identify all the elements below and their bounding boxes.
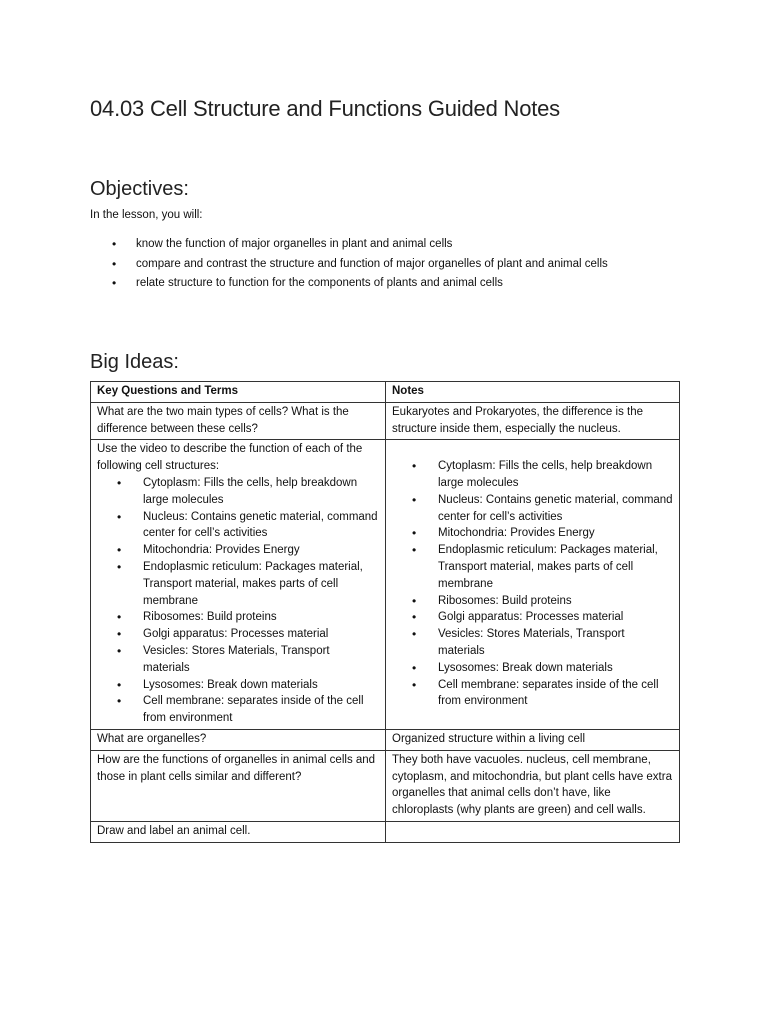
table-row [91, 821, 680, 842]
list-item: • Nucleus: Contains genetic material, command center for cell’s activities [392, 492, 673, 526]
objective-item: • compare and contrast the structure and function of major organelles of plant and animal cells [112, 255, 608, 275]
answer-cell: Organized structure within a living cell [386, 729, 680, 750]
question-cell [91, 440, 386, 730]
table-row [91, 440, 680, 730]
column-header-notes: Notes [386, 382, 680, 403]
list-item: • Vesicles: Stores Materials, Transport materials [97, 643, 379, 677]
answer-cell: Eukaryotes and Prokaryotes, the difference is the structure inside them, especially the nucleus. [386, 402, 680, 440]
list-item: • Mitochondria: Provides Energy [97, 542, 379, 559]
table-row [91, 750, 680, 821]
list-item: • Endoplasmic reticulum: Packages material, Transport material, makes parts of cell membrane [97, 559, 379, 609]
column-header-questions: Key Questions and Terms [91, 382, 386, 403]
list-item: • Nucleus: Contains genetic material, command center for cell’s activities [97, 509, 379, 543]
answer-cell: They both have vacuoles. nucleus, cell membrane, cytoplasm, and mitochondria, but plant cells have extra organelles that animal cells don’t have, like chloroplasts (why plants are green) and cell walls. [386, 750, 680, 821]
list-item: • Lysosomes: Break down materials [97, 677, 379, 694]
list-item: • Endoplasmic reticulum: Packages material, Transport material, makes parts of cell membrane [392, 542, 673, 592]
objectives-list [112, 235, 608, 294]
question-cell: How are the functions of organelles in animal cells and those in plant cells similar and different? [91, 750, 386, 821]
list-item: • Cytoplasm: Fills the cells, help breakdown large molecules [97, 475, 379, 509]
table-row [91, 402, 680, 440]
question-text: Use the video to describe the function of each of the following cell structures: [97, 443, 363, 473]
list-item: • Golgi apparatus: Processes material [392, 609, 673, 626]
list-item: • Cell membrane: separates inside of the cell from environment [97, 693, 379, 727]
list-item: • Ribosomes: Build proteins [392, 593, 673, 610]
cell-structures-notes-list [392, 458, 673, 710]
list-item: • Ribosomes: Build proteins [97, 609, 379, 626]
objectives-intro: In the lesson, you will: [90, 209, 203, 221]
table-header-row [91, 382, 680, 403]
list-item: • Cell membrane: separates inside of the cell from environment [392, 677, 673, 711]
list-item: • Mitochondria: Provides Energy [392, 525, 673, 542]
list-item: • Golgi apparatus: Processes material [97, 626, 379, 643]
objective-item: • know the function of major organelles in plant and animal cells [112, 235, 608, 255]
big-ideas-heading: Big Ideas: [90, 351, 179, 373]
objectives-heading: Objectives: [90, 178, 189, 200]
question-cell: Draw and label an animal cell. [91, 821, 386, 842]
question-cell: What are the two main types of cells? What is the difference between these cells? [91, 402, 386, 440]
page-title: 04.03 Cell Structure and Functions Guided Notes [90, 96, 560, 121]
notes-table [90, 381, 680, 843]
objective-item: • relate structure to function for the components of plants and animal cells [112, 274, 608, 294]
cell-structures-list [97, 475, 379, 727]
list-item: • Lysosomes: Break down materials [392, 660, 673, 677]
answer-cell [386, 440, 680, 730]
question-cell: What are organelles? [91, 729, 386, 750]
table-row [91, 729, 680, 750]
list-item: • Cytoplasm: Fills the cells, help breakdown large molecules [392, 458, 673, 492]
list-item: • Vesicles: Stores Materials, Transport materials [392, 626, 673, 660]
answer-cell [386, 821, 680, 842]
